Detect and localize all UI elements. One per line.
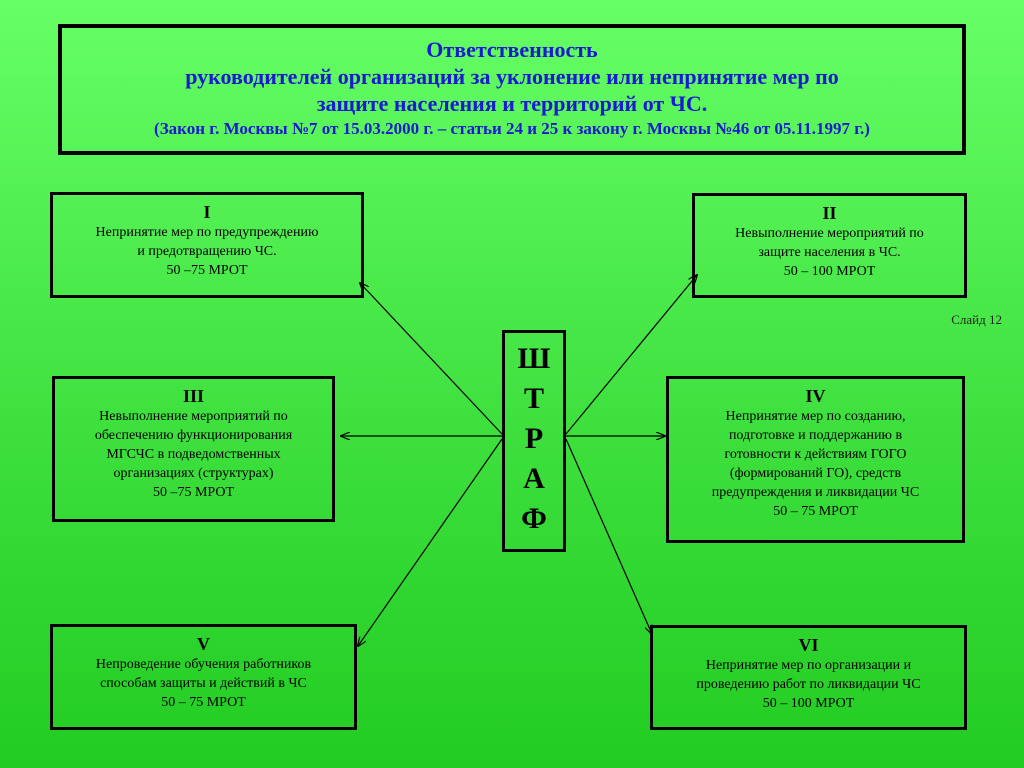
box-text: Непринятие мер по предупреждению и предотвращению ЧС. 50 –75 МРОТ bbox=[95, 225, 319, 278]
box-number: II bbox=[822, 203, 837, 223]
title-line-1: Ответственность bbox=[426, 37, 598, 62]
box-penalty-4 bbox=[666, 376, 965, 543]
box-number: I bbox=[203, 202, 211, 222]
box-number: III bbox=[182, 386, 204, 406]
slide-number-label: Слайд 12 bbox=[951, 312, 1002, 327]
box-penalty-1 bbox=[50, 192, 364, 298]
box-penalty-6 bbox=[650, 625, 967, 730]
center-letter: Ф bbox=[521, 502, 547, 535]
box-text: Непроведение обучения работников способам защиты и действий в ЧС 50 – 75 МРОТ bbox=[95, 657, 312, 710]
box-number: IV bbox=[805, 386, 826, 406]
box-penalty-2 bbox=[692, 193, 967, 298]
box-penalty-3 bbox=[52, 376, 335, 522]
center-box-fine bbox=[502, 330, 566, 552]
box-text: Невыполнение мероприятий по защите населения в ЧС. 50 – 100 МРОТ bbox=[735, 226, 924, 279]
box-text: Непринятие мер по организации и проведению работ по ликвидации ЧС 50 – 100 МРОТ bbox=[696, 658, 921, 711]
arrow-to-box-6 bbox=[566, 439, 652, 634]
box-penalty-5 bbox=[50, 624, 357, 730]
title-line-3: защите населения и территорий от ЧС. bbox=[316, 91, 708, 116]
box-text: Невыполнение мероприятий по обеспечению функционирования МГСЧС в подведомственных организациях (структурах) 50 –75 МРОТ bbox=[94, 409, 293, 500]
box-text: Непринятие мер по созданию, подготовке и поддержанию в готовности к действиям ГОГО (формирований ГО), средств предупреждения и ликвидации ЧС 50 – 75 МРОТ bbox=[711, 409, 920, 519]
center-letter: Ш bbox=[517, 342, 551, 375]
center-letter: Т bbox=[523, 382, 544, 415]
title-line-2: руководителей организаций за уклонение или непринятие мер по bbox=[185, 64, 839, 89]
center-letter: А bbox=[523, 462, 545, 495]
box-number: V bbox=[197, 634, 210, 654]
title-law-reference: (Закон г. Москвы №7 от 15.03.2000 г. – статьи 24 и 25 к закону г. Москвы №46 от 05.11.1997 г.) bbox=[154, 119, 870, 138]
center-letter: Р bbox=[524, 422, 544, 455]
arrow-to-box-1 bbox=[360, 283, 502, 434]
arrow-to-box-5 bbox=[358, 439, 502, 646]
box-number: VI bbox=[798, 635, 819, 655]
